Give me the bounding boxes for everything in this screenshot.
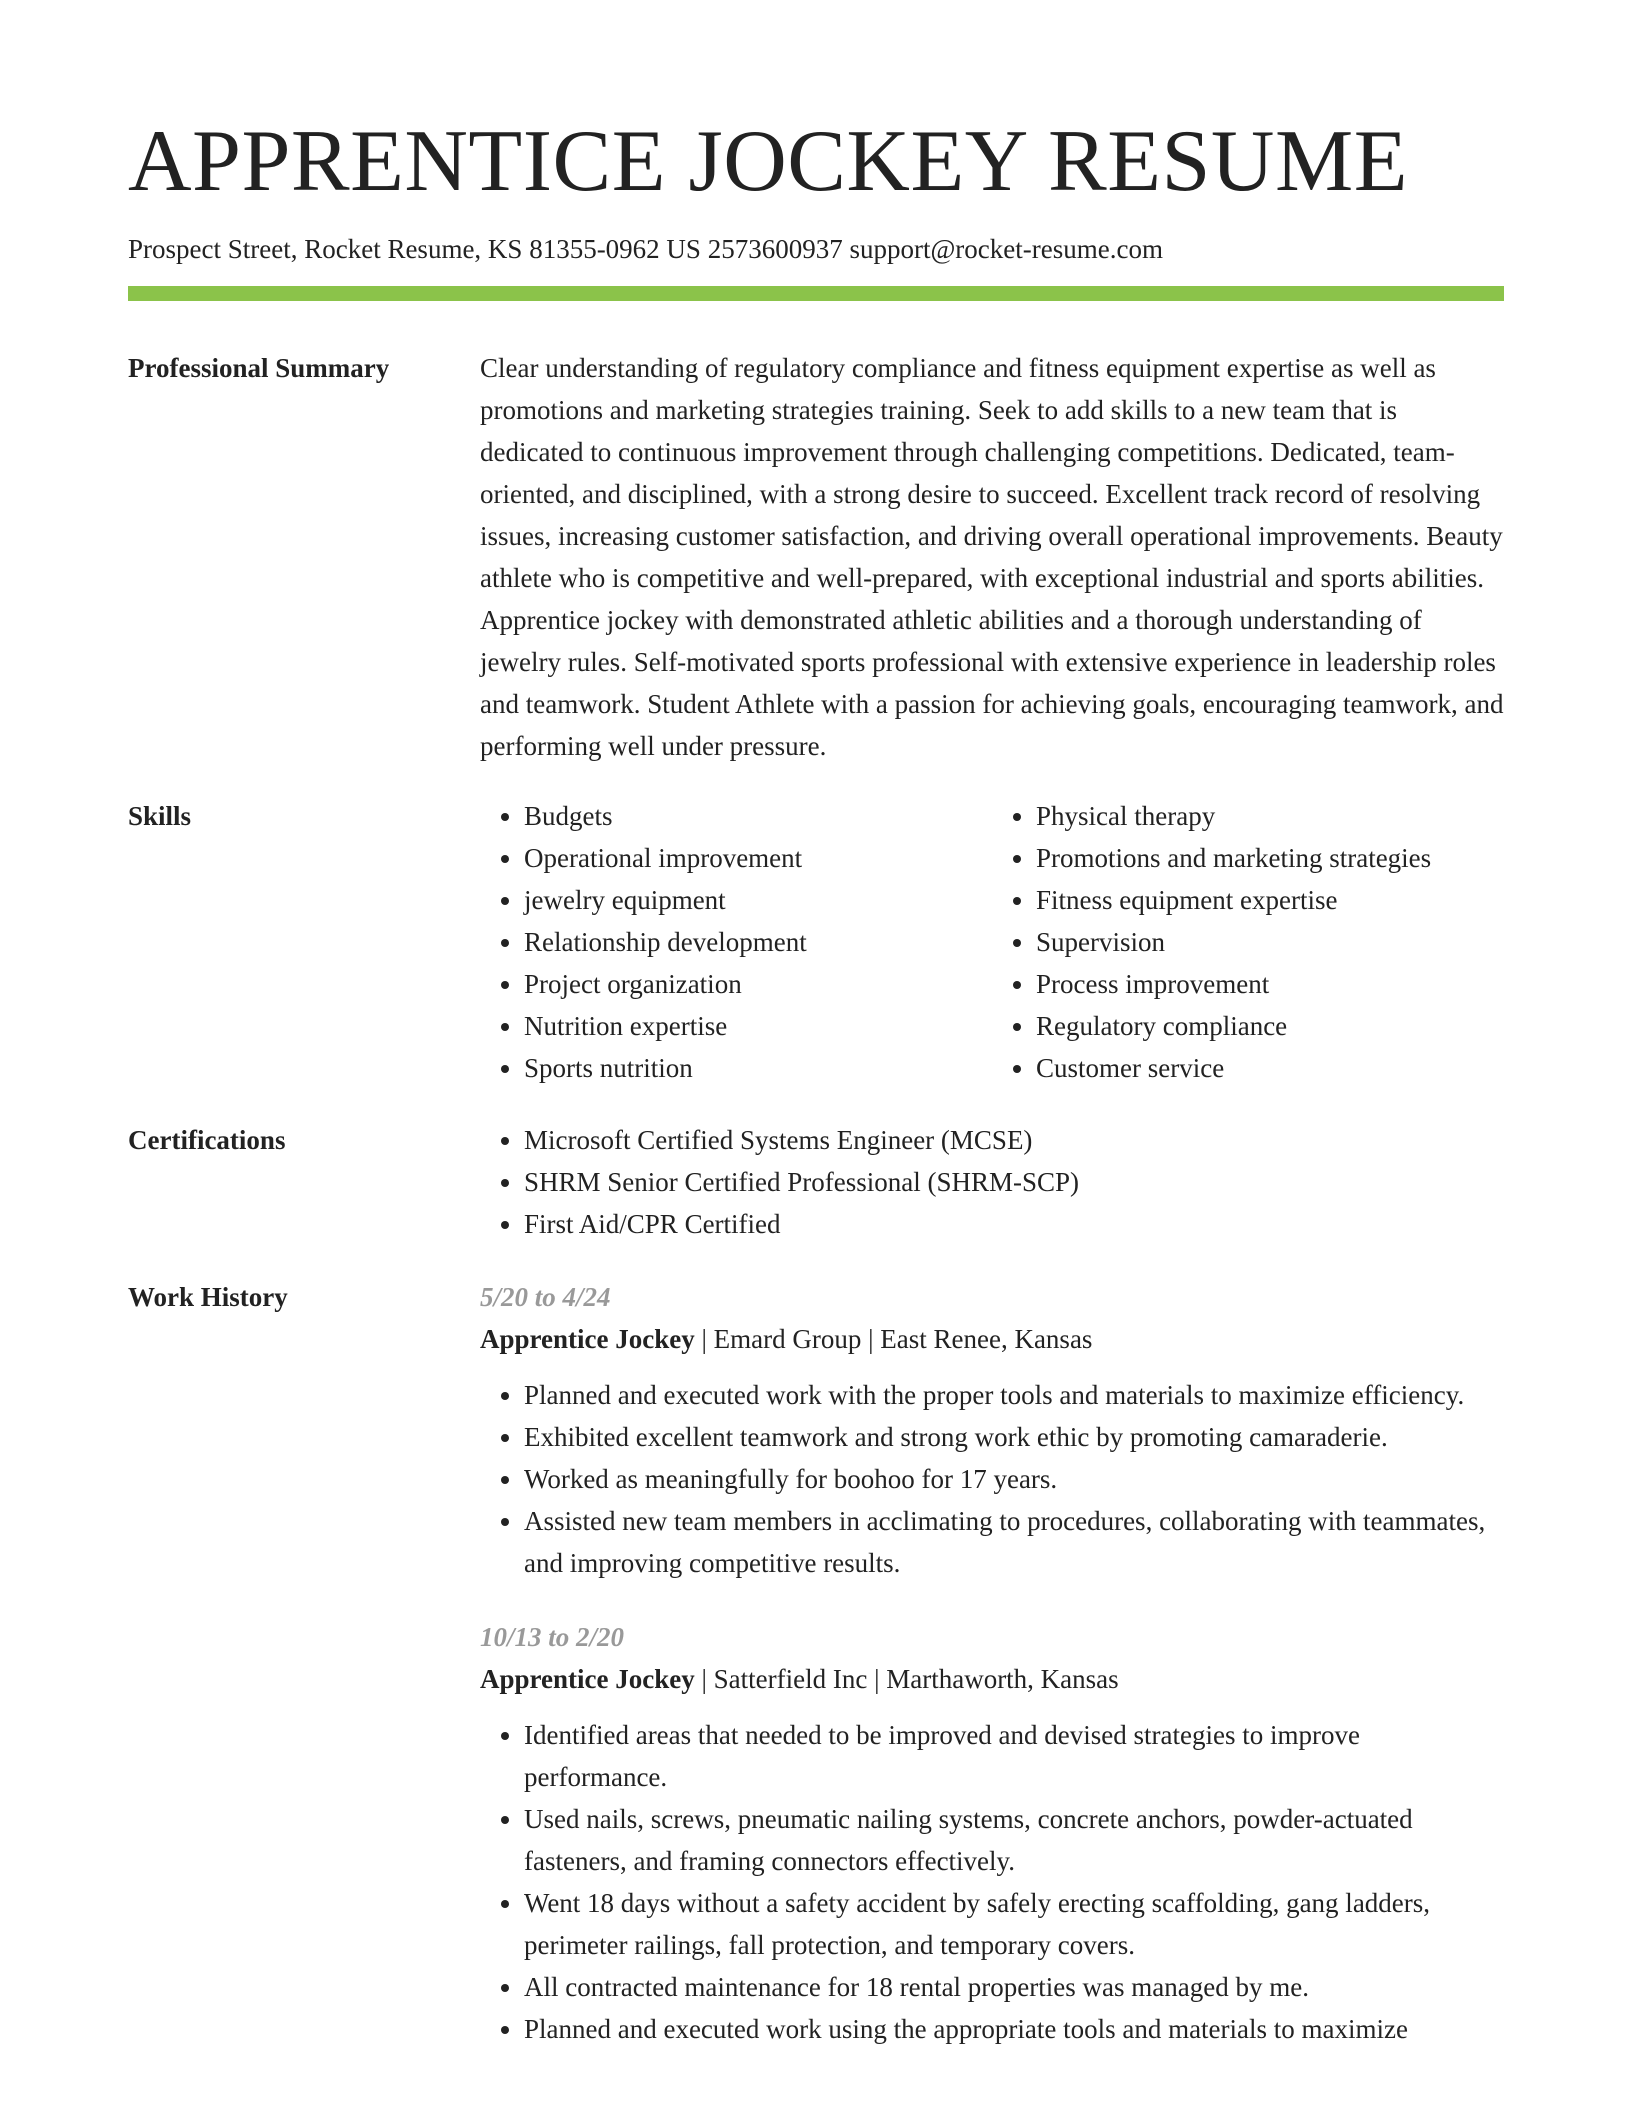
certifications-body — [480, 1119, 1504, 1245]
skill-item: • Process improvement — [1036, 963, 1504, 1005]
skill-item: • Sports nutrition — [524, 1047, 992, 1089]
skill-item: • Budgets — [524, 795, 992, 837]
certifications-label: Certifications — [128, 1125, 286, 1155]
job-entry — [480, 1616, 1504, 2050]
certification-item: • First Aid/CPR Certified — [524, 1203, 1504, 1245]
job-heading — [480, 1658, 1504, 1700]
summary-label: Professional Summary — [128, 353, 390, 383]
resume-title: APPRENTICE JOCKEY RESUME — [128, 113, 1408, 210]
work-history-label: Work History — [128, 1282, 288, 1312]
job-bullets — [480, 1374, 1504, 1584]
skill-item: • Relationship development — [524, 921, 992, 963]
job-dates: 5/20 to 4/24 — [480, 1282, 611, 1312]
skill-item: • Customer service — [1036, 1047, 1504, 1089]
job-bullet: • Planned and executed work with the proper tools and materials to maximize efficiency. — [524, 1374, 1504, 1416]
job-bullet: • Went 18 days without a safety accident by safely erecting scaffolding, gang ladders, perimeter railings, fall protection, and temporary covers. — [524, 1882, 1504, 1966]
job-bullet: • Worked as meaningfully for boohoo for 17 years. — [524, 1458, 1504, 1500]
job-title: Apprentice Jockey — [480, 1664, 695, 1694]
job-bullet: • Exhibited excellent teamwork and strong work ethic by promoting camaraderie. — [524, 1416, 1504, 1458]
certifications-list — [480, 1119, 1504, 1245]
job-heading — [480, 1318, 1504, 1360]
skill-item: • Regulatory compliance — [1036, 1005, 1504, 1047]
skill-item: • Supervision — [1036, 921, 1504, 963]
skills-columns — [480, 795, 1504, 1089]
skills-list-right — [992, 795, 1504, 1089]
summary-body — [480, 347, 1504, 767]
contact-line: Prospect Street, Rocket Resume, KS 81355-0962 US 2573600937 support@rocket-resume.com — [128, 234, 1163, 264]
skills-body — [480, 795, 1504, 1089]
skill-item: • Project organization — [524, 963, 992, 1005]
skills-list-left — [480, 795, 992, 1089]
summary-text: Clear understanding of regulatory compliance and fitness equipment expertise as well as promotions and marketing strategies training. Seek to add skills to a new team that is dedicated to continuous improvement through challenging competitions. Dedicated, team-oriented, and disciplined, with a strong desire to succeed. Excellent track record of resolving issues, increasing customer satisfaction, and driving overall operational improvements. Beauty athlete who is competitive and well-prepared, with exceptional industrial and sports abilities. Apprentice jockey with demonstrated athletic abilities and a thorough understanding of jewelry rules. Self-motivated sports professional with extensive experience in leadership roles and teamwork. Student Athlete with a passion for achieving goals, encouraging teamwork, and performing well under pressure. — [480, 353, 1504, 761]
skill-item: • Fitness equipment expertise — [1036, 879, 1504, 921]
work-history-body — [480, 1276, 1504, 2082]
accent-divider — [128, 286, 1504, 301]
skill-item: • jewelry equipment — [524, 879, 992, 921]
job-bullets — [480, 1714, 1504, 2050]
job-entry — [480, 1276, 1504, 1584]
skill-item: • Nutrition expertise — [524, 1005, 992, 1047]
job-bullet: • Identified areas that needed to be improved and devised strategies to improve performance. — [524, 1714, 1504, 1798]
job-bullet: • Used nails, screws, pneumatic nailing systems, concrete anchors, powder-actuated fasteners, and framing connectors effectively. — [524, 1798, 1504, 1882]
job-bullet: • Planned and executed work using the appropriate tools and materials to maximize — [524, 2008, 1504, 2050]
certification-item: • SHRM Senior Certified Professional (SHRM-SCP) — [524, 1161, 1504, 1203]
job-details: | Emard Group | East Renee, Kansas — [694, 1324, 1093, 1354]
job-bullet: • Assisted new team members in acclimating to procedures, collaborating with teammates, and improving competitive results. — [524, 1500, 1504, 1584]
certification-item: • Microsoft Certified Systems Engineer (MCSE) — [524, 1119, 1504, 1161]
job-details: | Satterfield Inc | Marthaworth, Kansas — [694, 1664, 1119, 1694]
job-dates: 10/13 to 2/20 — [480, 1622, 625, 1652]
skill-item: • Physical therapy — [1036, 795, 1504, 837]
job-title: Apprentice Jockey — [480, 1324, 695, 1354]
job-bullet: • All contracted maintenance for 18 rental properties was managed by me. — [524, 1966, 1504, 2008]
skill-item: • Promotions and marketing strategies — [1036, 837, 1504, 879]
skill-item: • Operational improvement — [524, 837, 992, 879]
skills-label: Skills — [128, 801, 192, 831]
